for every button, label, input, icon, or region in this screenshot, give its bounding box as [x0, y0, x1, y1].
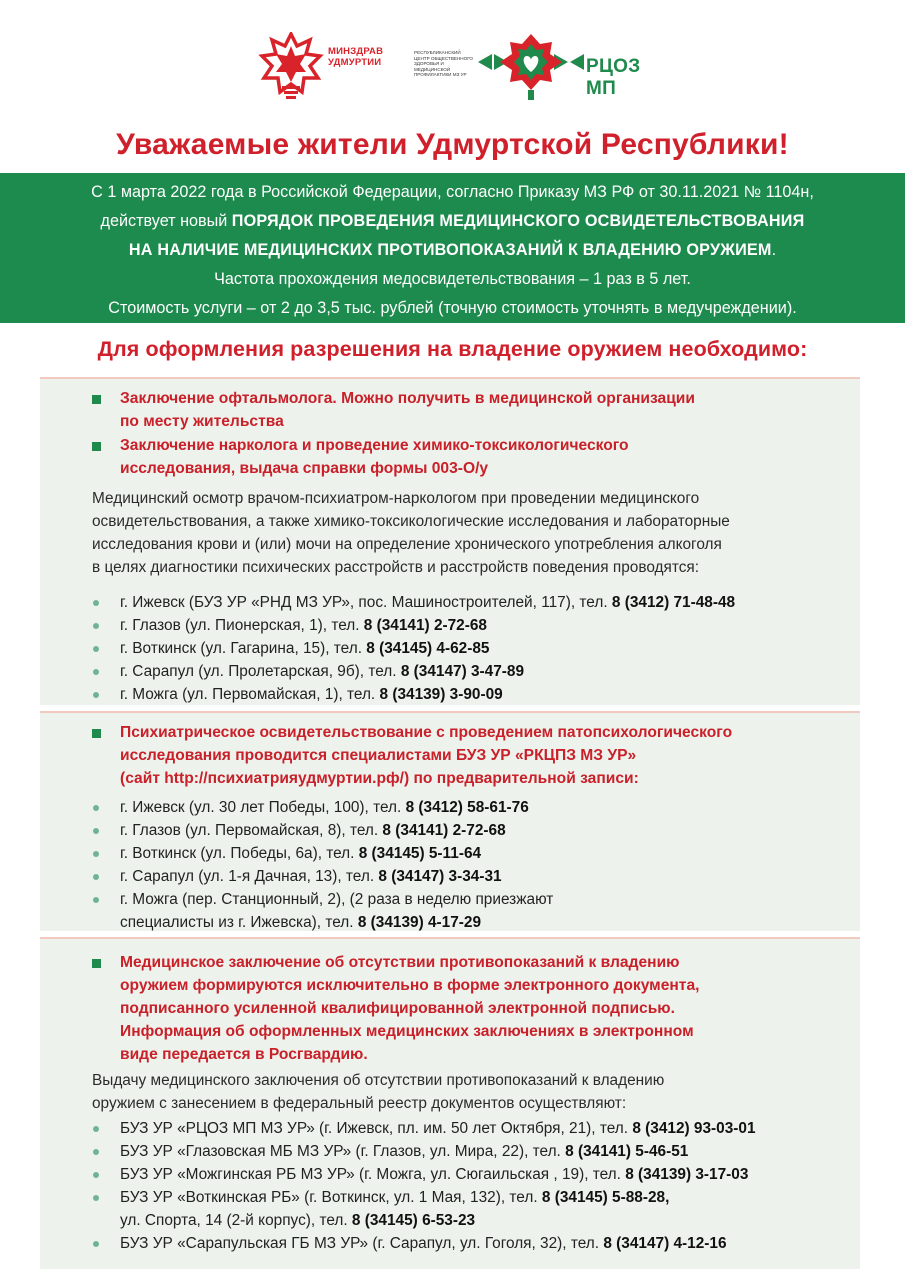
info-banner — [0, 173, 905, 323]
banner-line: НА НАЛИЧИЕ МЕДИЦИНСКИХ ПРОТИВОПОКАЗАНИЙ К ВЛАДЕНИЮ ОРУЖИЕМ. — [128, 241, 777, 259]
requirement-electronic-conclusion: Медицинское заключение об отсутствии противопоказаний к владению оружием формируются исключительно в форме электронного документа, подписанного усиленной квалифицированной электронной подписью. Информация об оформленных медицинских заключениях в электронном виде передается в Росгвардию. — [120, 954, 700, 1063]
requirement-psychiatric: Психиатрическое освидетельствование с проведением патопсихологического исследования проводится специалистами БУЗ УР «РКЦПЗ МЗ УР» (сайт http://психиатрияудмуртии.рф/) по предварительной записи: — [120, 724, 733, 787]
list-item-continuation: ул. Спорта, 14 (2-й корпус), тел. 8 (34145) 6-53-23 — [120, 1212, 476, 1229]
list-item: г. Сарапул (ул. 1-я Дачная, 13), тел. 8 (34147) 3-34-31 — [120, 865, 553, 888]
list-item: г. Можга (пер. Станционный, 2), (2 раза в неделю приезжают — [120, 888, 553, 911]
bullet-square-icon — [92, 442, 101, 451]
list-item: БУЗ УР «Глазовская МБ МЗ УР» (г. Глазов, ул. Мира, 22), тел. 8 (34141) 5-46-51 — [120, 1140, 756, 1163]
list-item: г. Глазов (ул. Первомайская, 8), тел. 8 (34141) 2-72-68 — [120, 819, 553, 842]
bullet-square-icon — [92, 395, 101, 404]
issuers-description: Выдачу медицинского заключения об отсутствии противопоказаний к владению оружием с занесением в федеральный реестр документов осуществляют: — [92, 1072, 665, 1112]
list-item-continuation: специалисты из г. Ижевска), тел. 8 (34139) 4-17-29 — [120, 914, 482, 931]
header-logos — [0, 28, 905, 108]
exam-description: Медицинский осмотр врачом-психиатром-наркологом при проведении медицинского освидетельствования, а также химико-токсикологические исследования и лабораторные исследования крови и (или) мочи на определение хронического употребления алкоголя в целях диагностики психических расстройств и расстройств поведения проводятся: — [92, 490, 730, 576]
minzdrav-emblem-icon — [258, 32, 324, 108]
list-item: БУЗ УР «Сарапульская ГБ МЗ УР» (г. Сарапул, ул. Гоголя, 32), тел. 8 (34147) 4-12-16 — [120, 1232, 756, 1255]
bullet-square-icon — [92, 729, 101, 738]
minzdrav-logo-text: МИНЗДРАВ УДМУРТИИ — [328, 46, 384, 68]
bullet-square-icon — [92, 959, 101, 968]
banner-line: действует новый ПОРЯДОК ПРОВЕДЕНИЯ МЕДИЦИНСКОГО ОСВИДЕТЕЛЬСТВОВАНИЯ — [100, 212, 805, 230]
list-item: г. Сарапул (ул. Пролетарская, 9б), тел. 8 (34147) 3-47-89 — [120, 660, 735, 683]
requirement-narcologist: Заключение нарколога и проведение химико-токсикологического исследования, выдача справки формы 003-О/у — [120, 437, 629, 477]
minzdrav-logo — [258, 32, 388, 108]
list-item: г. Глазов (ул. Пионерская, 1), тел. 8 (34141) 2-72-68 — [120, 614, 735, 637]
requirements-panel-2 — [40, 711, 860, 931]
requirements-panel-3 — [40, 937, 860, 1269]
list-item: г. Ижевск (БУЗ УР «РНД МЗ УР», пос. Машиностроителей, 117), тел. 8 (3412) 71-48-48 — [120, 591, 735, 614]
list-item: БУЗ УР «Воткинская РБ» (г. Воткинск, ул. 1 Мая, 132), тел. 8 (34145) 5-88-28, — [120, 1186, 756, 1209]
requirement-ophthalmologist: Заключение офтальмолога. Можно получить в медицинской организации по месту жительства — [120, 390, 695, 430]
rcoz-logo-text: РЦОЗ МП — [586, 56, 641, 99]
page-title: Уважаемые жители Удмуртской Республики! — [116, 128, 789, 161]
banner-line: Стоимость услуги – от 2 до 3,5 тыс. рублей (точную стоимость уточнять в медучреждении). — [108, 299, 797, 317]
narcology-locations-list — [120, 591, 735, 706]
list-item: г. Воткинск (ул. Победы, 6а), тел. 8 (34145) 5-11-64 — [120, 842, 553, 865]
list-item: БУЗ УР «Можгинская РБ МЗ УР» (г. Можга, ул. Сюгаильская , 19), тел. 8 (34139) 3-17-03 — [120, 1163, 756, 1186]
banner-line: Частота прохождения медосвидетельствования – 1 раз в 5 лет. — [214, 270, 691, 288]
requirements-panel-1 — [40, 377, 860, 705]
section-heading: Для оформления разрешения на владение оружием необходимо: — [97, 337, 808, 361]
list-item: г. Можга (ул. Первомайская, 1), тел. 8 (34139) 3-90-09 — [120, 683, 735, 706]
rcoz-logo — [414, 32, 654, 102]
banner-line: С 1 марта 2022 года в Российской Федерации, согласно Приказу МЗ РФ от 30.11.2021 № 1104н, — [91, 183, 814, 201]
list-item: БУЗ УР «РЦОЗ МП МЗ УР» (г. Ижевск, пл. им. 50 лет Октября, 21), тел. 8 (3412) 93-03-01 — [120, 1117, 756, 1140]
list-item: г. Ижевск (ул. 30 лет Победы, 100), тел. 8 (3412) 58-61-76 — [120, 796, 553, 819]
issuers-list — [120, 1117, 756, 1255]
rcoz-logo-small-text: РЕСПУБЛИКАНСКИЙ ЦЕНТР ОБЩЕСТВЕННОГО ЗДОРОВЬЯ И МЕДИЦИНСКОЙ ПРОФИЛАКТИКИ МЗ УР — [414, 50, 473, 78]
psychiatric-locations-list — [120, 796, 553, 934]
rcoz-heart-ornament-icon — [478, 32, 584, 102]
list-item: г. Воткинск (ул. Гагарина, 15), тел. 8 (34145) 4-62-85 — [120, 637, 735, 660]
